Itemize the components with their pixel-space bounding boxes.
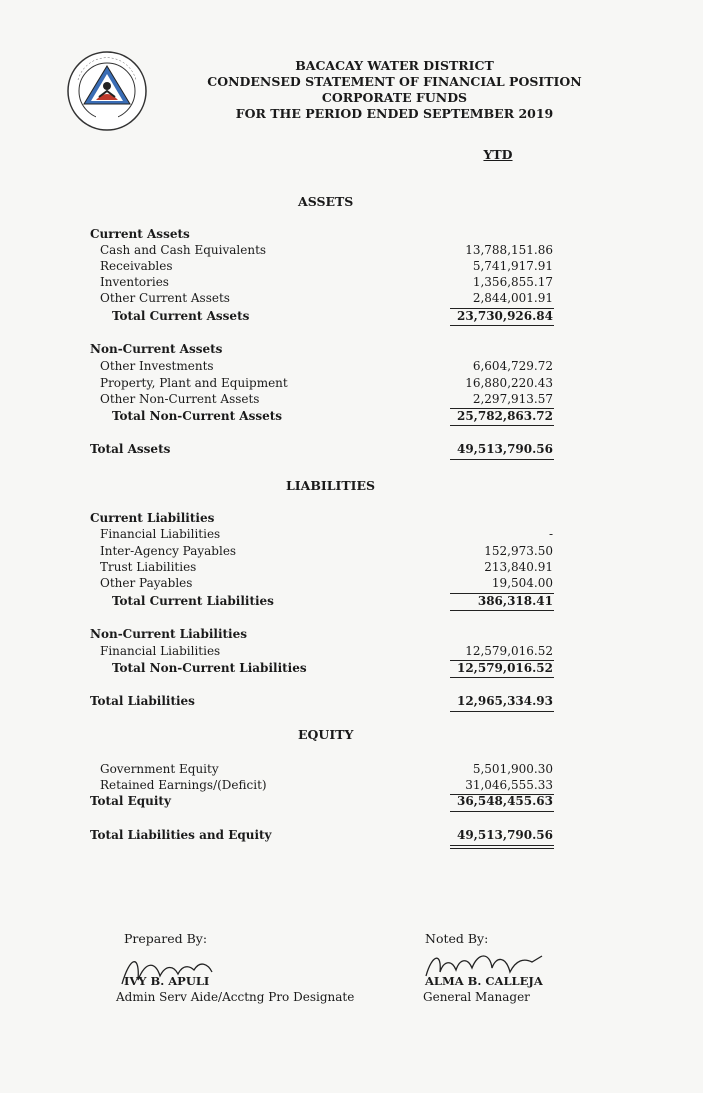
subtotal-rule: [450, 811, 554, 812]
statement-title: CONDENSED STATEMENT OF FINANCIAL POSITION: [207, 74, 582, 89]
prepared-by-label: Prepared By:: [124, 931, 208, 946]
total-liabilities-and-equity: Total Liabilities and Equity 49,513,790.56: [90, 828, 553, 842]
total-current-liabilities: Total Current Liabilities 386,318.41: [112, 594, 553, 608]
list-item: Retained Earnings/(Deficit) 31,046,555.33: [100, 778, 553, 792]
noncurrent-liabilities-heading: Non-Current Liabilities: [90, 627, 248, 641]
list-item: Other Payables 19,504.00: [100, 576, 553, 590]
list-item: Receivables 5,741,917.91: [100, 259, 553, 273]
list-item: Cash and Cash Equivalents 13,788,151.86: [100, 243, 553, 257]
total-current-assets: Total Current Assets 23,730,926.84: [112, 309, 553, 323]
total-rule: [450, 459, 554, 460]
total-noncurrent-assets: Total Non-Current Assets 25,782,863.72: [112, 409, 553, 423]
subtotal-rule: [450, 325, 554, 326]
subtotal-rule: [450, 677, 554, 678]
list-item: Inventories 1,356,855.17: [100, 275, 553, 289]
noted-by-title: General Manager: [423, 990, 530, 1004]
total-equity: Total Equity 36,548,455.63: [90, 794, 553, 808]
total-rule: [450, 711, 554, 712]
prepared-by-name: IVY B. APULI: [124, 974, 210, 988]
noncurrent-assets-heading: Non-Current Assets: [90, 342, 223, 356]
list-item: Other Investments 6,604,729.72: [100, 359, 553, 373]
total-noncurrent-liabilities: Total Non-Current Liabilities 12,579,016.52: [112, 661, 553, 675]
district-name: BACACAY WATER DISTRICT: [295, 58, 494, 73]
list-item: Other Current Assets 2,844,001.91: [100, 291, 553, 305]
list-item: Inter-Agency Payables 152,973.50: [100, 544, 553, 558]
list-item: Other Non-Current Assets 2,297,913.57: [100, 392, 553, 406]
statement-page: BACACAY WATER DISTRICT CONDENSED STATEMENT OF FINANCIAL POSITION CORPORATE FUNDS FOR THE PERIOD ENDED SEPTEMBER 2019 YTD ASSETS Current Assets Cash and Cash Equivalents 13,788,151.86 Receivables 5,741,917.91 Inventories 1,356,855.17 Other Current Assets 2,844,001.91 Total Current Assets 23,730,926.84 Non-Current Assets Other Investments 6,604,729.72 Property, Plant and Equipment 16,880,220.43 Other Non-Current Assets 2,297,913.57 Total Non-Current Assets 25,782,863.72 Total Assets 49,513,790.56 LIABILITIES Current Liabilities Financial Liabilities - Inter-Agency Payables 152,973.50 Trust Liabilities 213,840.91 Other Payables 19,504.00 Total Current Liabilities 386,318.41 Non-Current Liabilities Financial Liabilities 12,579,016.52 Total Non-Current Liabilities 12,579,016.52 Total Liabilities 12,965,334.93 EQUITY Government Equity 5,501,900.30 Retained Earnings/(Deficit) 31,046,555.33 Total Equity 36,548,455.63 Total Liabilities and Equity 49,513,790.56 Prepared By: IVY B. APULI Admin Serv Aide/Acctng Pro Designate Noted By: ALMA B. CALLEJA General Manager: [0, 0, 703, 1093]
statement-header: [0, 58, 703, 122]
fund-type: CORPORATE FUNDS: [321, 90, 468, 105]
subtotal-rule: [450, 610, 554, 611]
grand-total-double-rule: [450, 845, 554, 849]
list-item: Government Equity 5,501,900.30: [100, 762, 553, 776]
total-liabilities: Total Liabilities 12,965,334.93: [90, 694, 553, 708]
list-item: Financial Liabilities 12,579,016.52: [100, 644, 553, 658]
noted-by-label: Noted By:: [425, 931, 489, 946]
total-assets: Total Assets 49,513,790.56: [90, 442, 553, 456]
noted-by-name: ALMA B. CALLEJA: [425, 974, 543, 988]
list-item: Property, Plant and Equipment 16,880,220.43: [100, 376, 553, 390]
list-item: Financial Liabilities -: [100, 527, 553, 541]
prepared-by-title: Admin Serv Aide/Acctng Pro Designate: [116, 990, 355, 1004]
ytd-column-header: YTD: [483, 147, 513, 162]
current-assets-heading: Current Assets: [90, 227, 190, 241]
list-item: Trust Liabilities 213,840.91: [100, 560, 553, 574]
subtotal-rule: [450, 425, 554, 426]
period: FOR THE PERIOD ENDED SEPTEMBER 2019: [235, 106, 554, 121]
current-liabilities-heading: Current Liabilities: [90, 511, 215, 525]
